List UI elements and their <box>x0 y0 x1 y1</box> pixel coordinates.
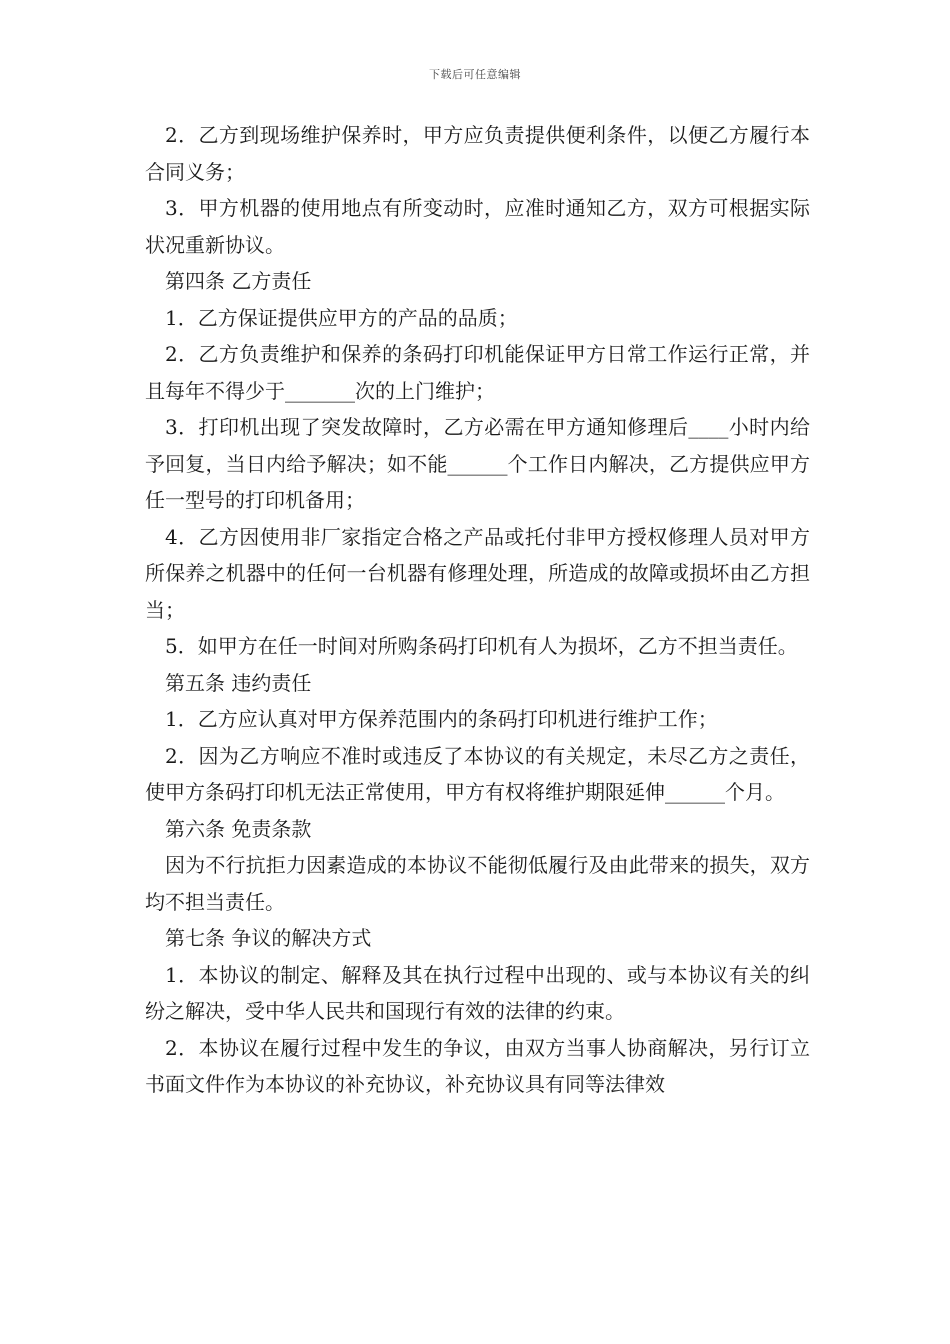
document-body <box>145 117 810 1103</box>
page-header-note: 下载后可任意编辑 <box>429 68 521 81</box>
section-heading: 第五条 违约责任 <box>165 670 312 695</box>
paragraph: 1．乙方应认真对甲方保养范围内的条码打印机进行维护工作； <box>165 707 718 731</box>
paragraph: 5．如甲方在任一时间对所购条码打印机有人为损坏，乙方不担当责任。 <box>165 634 798 658</box>
paragraph: 2．乙方到现场维护保养时，甲方应负责提供便利条件，以便乙方履行本合同义务； <box>145 123 810 184</box>
section-heading: 第七条 争议的解决方式 <box>165 926 372 950</box>
paragraph: 2．因为乙方响应不准时或违反了本协议的有关规定，未尽乙方之责任，使甲方条码打印机无法正常使用，甲方有权将维护期限延伸______个月。 <box>145 743 810 804</box>
paragraph: 4．乙方因使用非厂家指定合格之产品或托付非甲方授权修理人员对甲方所保养之机器中的任何一台机器有修理处理，所造成的故障或损坏由乙方担当； <box>145 524 810 622</box>
paragraph: 3．打印机出现了突发故障时，乙方必需在甲方通知修理后____小时内给予回复，当日内给予解决；如不能______个工作日内解决，乙方提供应甲方任一型号的打印机备用； <box>145 415 810 512</box>
paragraph: 因为不行抗拒力因素造成的本协议不能彻低履行及由此带来的损失，双方均不担当责任。 <box>145 853 810 914</box>
paragraph: 2．本协议在履行过程中发生的争议，由双方当事人协商解决，另行订立书面文件作为本协议的补充协议，补充协议具有同等法律效 <box>145 1035 810 1096</box>
paragraph: 3．甲方机器的使用地点有所变动时，应准时通知乙方，双方可根据实际状况重新协议。 <box>145 196 810 257</box>
paragraph: 1．本协议的制定、解释及其在执行过程中出现的、或与本协议有关的纠纷之解决，受中华人民共和国现行有效的法律的约束。 <box>145 962 810 1023</box>
paragraph: 1．乙方保证提供应甲方的产品的品质； <box>165 305 518 330</box>
section-heading: 第四条 乙方责任 <box>165 269 312 293</box>
section-heading: 第六条 免责条款 <box>165 816 312 841</box>
paragraph: 2．乙方负责维护和保养的条码打印机能保证甲方日常工作运行正常，并且每年不得少于_______次的上门维护； <box>145 342 810 403</box>
